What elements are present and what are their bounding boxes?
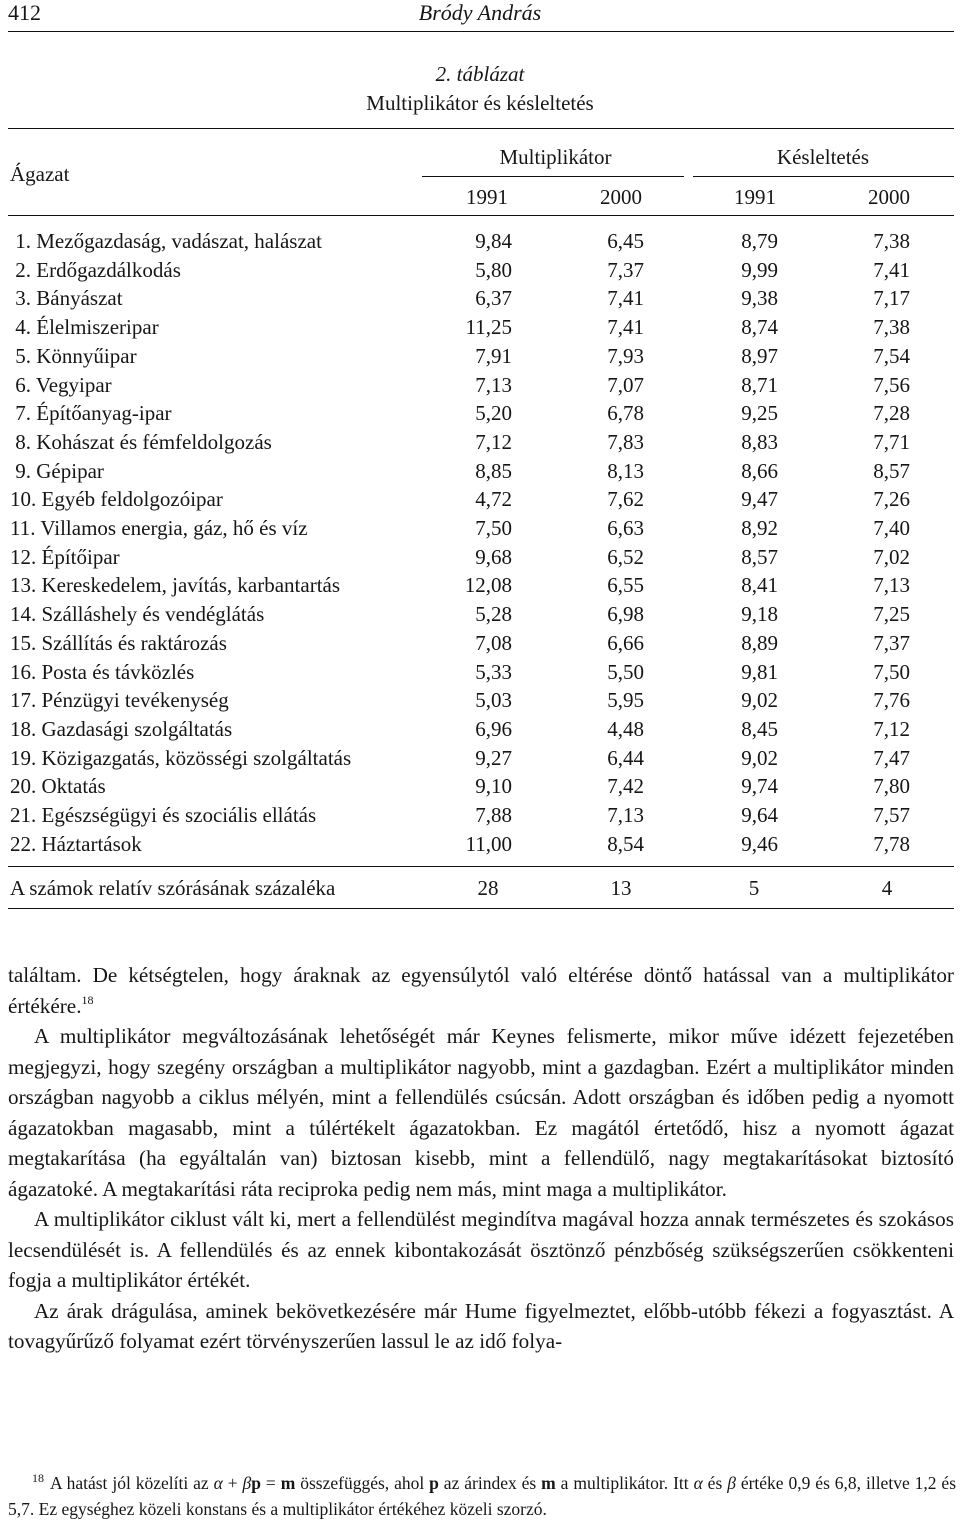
table-cell: 8,74 (741, 315, 778, 339)
table-cell: 7,13 (873, 573, 910, 597)
table-cell: 9,74 (741, 774, 778, 798)
sector-name: 18. Gazdasági szolgáltatás (10, 717, 233, 741)
table-cell: 7,26 (873, 487, 910, 511)
page-number: 412 (8, 0, 41, 25)
footnote (8, 1470, 956, 1522)
body-text (8, 960, 954, 1357)
table-cell: 8,92 (741, 516, 778, 540)
table-cell: 7,56 (873, 373, 910, 397)
price-index-symbol: p (429, 1473, 439, 1493)
sector-name: 21. Egészségügyi és szociális ellátás (10, 803, 317, 827)
table-cell: 9,64 (741, 803, 778, 827)
table-cell: 11,00 (465, 832, 512, 856)
footnote-text: és (702, 1473, 728, 1493)
table-cell: 7,54 (873, 344, 910, 368)
sector-name: 17. Pénzügyi tevékenység (10, 688, 229, 712)
table-cell: 7,78 (873, 832, 910, 856)
group-header-kesleltetes: Késleltetés (776, 145, 870, 169)
table-cell: 8,97 (741, 344, 778, 368)
table-cell: 9,47 (741, 487, 778, 511)
table-cell: 5,20 (475, 401, 512, 425)
table-cell: 7,83 (607, 430, 644, 454)
sector-name: 22. Háztartások (10, 832, 142, 856)
year-header: 1991 (734, 185, 776, 209)
footnote-ref: 18 (81, 992, 94, 1007)
footnote-text: értéke 0,9 és 6,8, illetve 1,2 és 5,7. Ez egységhez közeli konstans és a multiplikátor értékéhez közeli szorzó. (8, 1473, 957, 1519)
year-header: 1991 (466, 185, 508, 209)
table-cell: 6,55 (607, 573, 644, 597)
table-cell: 5,28 (475, 602, 512, 626)
table-cell: 9,84 (475, 229, 512, 253)
table-cell: 6,52 (607, 545, 644, 569)
table-cell: 6,44 (607, 746, 644, 770)
alpha-symbol: α (213, 1473, 223, 1493)
table-cell: 7,76 (873, 688, 910, 712)
table-cell: 7,13 (475, 373, 512, 397)
table-cell: 7,57 (873, 803, 910, 827)
multiplier-symbol: m (280, 1473, 296, 1493)
paragraph (8, 960, 954, 1021)
table-cell: 6,63 (607, 516, 644, 540)
year-header: 2000 (868, 185, 910, 209)
table-cell: 6,96 (475, 717, 512, 741)
table-cell: 11,25 (465, 315, 512, 339)
sector-name: 4. Élelmiszeripar (10, 315, 159, 339)
sector-name: 20. Oktatás (10, 774, 106, 798)
table-cell: 6,78 (607, 401, 644, 425)
table-cell: 7,17 (873, 286, 910, 310)
table-cell: 5,80 (475, 258, 512, 282)
table-cell: 7,50 (475, 516, 512, 540)
summary-value: 4 (881, 876, 893, 900)
beta-symbol: β (727, 1473, 736, 1493)
table-cell: 8,41 (741, 573, 778, 597)
table-cell: 7,71 (873, 430, 910, 454)
table-cell: 9,46 (741, 832, 778, 856)
beta-symbol: β (242, 1473, 252, 1493)
table-cell: 8,71 (741, 373, 778, 397)
table-cell: 8,54 (607, 832, 644, 856)
table-cell: 7,13 (607, 803, 644, 827)
table-cell: 7,93 (607, 344, 644, 368)
running-head-author: Bródy András (418, 0, 542, 25)
table-cell: 4,48 (607, 717, 644, 741)
price-index-symbol: p (251, 1473, 261, 1493)
table-cell: 7,47 (873, 746, 910, 770)
table-bottom-rule (8, 908, 954, 909)
summary-rule (8, 866, 954, 867)
table-cell: 7,28 (873, 401, 910, 425)
table-cell: 4,72 (475, 487, 512, 511)
summary-value: 5 (748, 876, 760, 900)
summary-label: A számok relatív szórásának százaléka (10, 876, 336, 900)
header-bottom-rule (8, 215, 954, 216)
table-cell: 8,83 (741, 430, 778, 454)
sector-name: 5. Könnyűipar (10, 344, 137, 368)
table-cell: 8,79 (741, 229, 778, 253)
sector-name: 15. Szállítás és raktározás (10, 631, 227, 655)
paragraph: A multiplikátor ciklust vált ki, mert a fellendülést megindítva magával hozza annak természetes és szokásos lecsendülését is. A fellendülés és az ennek kibontakozását ösztönző pénzbőség szükségszerűen csökkenteni fogja a multiplikátor értékét. (8, 1207, 954, 1292)
table-cell: 12,08 (464, 573, 512, 597)
paragraph-text: találtam. De kétségtelen, hogy áraknak az egyensúlytól való eltérése döntő hatással van a multiplikátor értékére. (8, 963, 954, 1018)
table-cell: 7,41 (607, 286, 644, 310)
sector-name: 14. Szálláshely és vendéglátás (10, 602, 265, 626)
multiplier-symbol: m (541, 1473, 556, 1493)
table-cell: 7,41 (873, 258, 910, 282)
summary-value: 28 (477, 876, 499, 900)
table-cell: 7,02 (873, 545, 910, 569)
table-cell: 8,89 (741, 631, 778, 655)
sector-name: 12. Építőipar (10, 545, 120, 569)
table-cell: 6,37 (475, 286, 512, 310)
footnote-text: a multiplikátor. Itt (555, 1473, 694, 1493)
table-cell: 9,99 (741, 258, 778, 282)
running-header (0, 0, 960, 30)
table-cell: 8,57 (741, 545, 778, 569)
paragraph: Az árak drágulása, aminek bekövetkezésére már Hume figyelmeztet, előbb-utóbb fékezi a fogyasztást. A tovagyűrűző folyamat ezért törvényszerűen lassul le az idő folya- (8, 1298, 954, 1353)
table-cell: 7,37 (873, 631, 910, 655)
table-cell: 9,18 (741, 602, 778, 626)
alpha-symbol: α (693, 1473, 703, 1493)
table-cell: 8,66 (741, 459, 778, 483)
table-cell: 7,38 (873, 229, 910, 253)
table-cell: 7,25 (873, 602, 910, 626)
footnote-text: összefüggés, ahol (295, 1473, 430, 1493)
table-cell: 8,13 (607, 459, 644, 483)
table-cell: 7,12 (873, 717, 910, 741)
table-cell: 7,38 (873, 315, 910, 339)
table-cell: 8,57 (873, 459, 910, 483)
table-cell: 8,45 (741, 717, 778, 741)
table-cell: 7,41 (607, 315, 644, 339)
table-cell: 7,37 (607, 258, 644, 282)
sector-name: 7. Építőanyag-ipar (10, 401, 172, 425)
sector-name: 9. Gépipar (10, 459, 104, 483)
footnote-text: = (260, 1473, 281, 1493)
group-header-multiplikator: Multiplikátor (499, 145, 612, 169)
year-header: 2000 (600, 185, 642, 209)
table-cell: 7,91 (475, 344, 512, 368)
table-cell: 6,66 (607, 631, 644, 655)
sector-name: 3. Bányászat (10, 286, 123, 310)
table-title: Multiplikátor és késleltetés (366, 91, 594, 115)
table-cell: 6,45 (607, 229, 644, 253)
table-cell: 7,12 (475, 430, 512, 454)
sector-name: 10. Egyéb feldolgozóipar (10, 487, 223, 511)
sector-name: 16. Posta és távközlés (10, 660, 195, 684)
sector-name: 2. Erdőgazdálkodás (10, 258, 181, 282)
table-cell: 5,50 (607, 660, 644, 684)
table-top-rule (8, 128, 954, 129)
table-cell: 9,38 (741, 286, 778, 310)
header-rule (8, 31, 954, 32)
table-cell: 9,25 (741, 401, 778, 425)
sector-name: 8. Kohászat és fémfeldolgozás (10, 430, 272, 454)
table-cell: 5,33 (475, 660, 512, 684)
footnote-text: A hatást jól közelíti az (50, 1473, 214, 1493)
table-cell: 9,02 (741, 746, 778, 770)
footnote-number: 18 (32, 1471, 44, 1485)
sector-name: 19. Közigazgatás, közösségi szolgáltatás (10, 746, 352, 770)
table-cell: 9,10 (475, 774, 512, 798)
table-cell: 7,62 (607, 487, 644, 511)
table-cell: 9,68 (475, 545, 512, 569)
group-rule-kesleltetes (693, 176, 954, 177)
footnote-text: az árindex és (438, 1473, 542, 1493)
table-cell: 7,42 (607, 774, 644, 798)
row-header: Ágazat (10, 162, 70, 186)
sector-name: 11. Villamos energia, gáz, hő és víz (10, 516, 308, 540)
table-cell: 5,03 (475, 688, 512, 712)
table-cell: 8,85 (475, 459, 512, 483)
table-cell: 7,50 (873, 660, 910, 684)
sector-name: 1. Mezőgazdaság, vadászat, halászat (10, 229, 322, 253)
group-rule-multiplikator (422, 176, 684, 177)
table-cell: 7,88 (475, 803, 512, 827)
paragraph: A multiplikátor megváltozásának lehetőségét már Keynes felismerte, mikor műve idézett fejezetében megjegyzi, hogy szegény országban a multiplikátor nagyobb, mint a gazdagban. Ezért a multiplikátor minden országban nagyobb a ciklus mélyén, mint a fellendülés csúcsán. Adott országban és időben pedig a nyomott ágazatokban magasabb, mint a túlértékelt ágazatokban. Ez magától értetődő, hisz a nyomott ágazat megtakarítása (ha egyáltalán van) biztosan kisebb, mint a fellendülő, nagy megtakarításokat biztosító ágazatoké. A megtakarítási ráta reciproka pedig nem más, mint maga a multiplikátor. (8, 1024, 954, 1201)
table-cell: 6,98 (607, 602, 644, 626)
table-label: 2. táblázat (435, 62, 525, 86)
table-cell: 9,81 (741, 660, 778, 684)
table-cell: 7,80 (873, 774, 910, 798)
table-cell: 7,08 (475, 631, 512, 655)
table-cell: 9,02 (741, 688, 778, 712)
table-cell: 7,07 (607, 373, 644, 397)
footnote-text: + (222, 1473, 243, 1493)
summary-value: 13 (610, 876, 632, 900)
sector-name: 6. Vegyipar (10, 373, 112, 397)
table-cell: 7,40 (873, 516, 910, 540)
table-cell: 9,27 (475, 746, 512, 770)
table-cell: 5,95 (607, 688, 644, 712)
sector-name: 13. Kereskedelem, javítás, karbantartás (10, 573, 341, 597)
